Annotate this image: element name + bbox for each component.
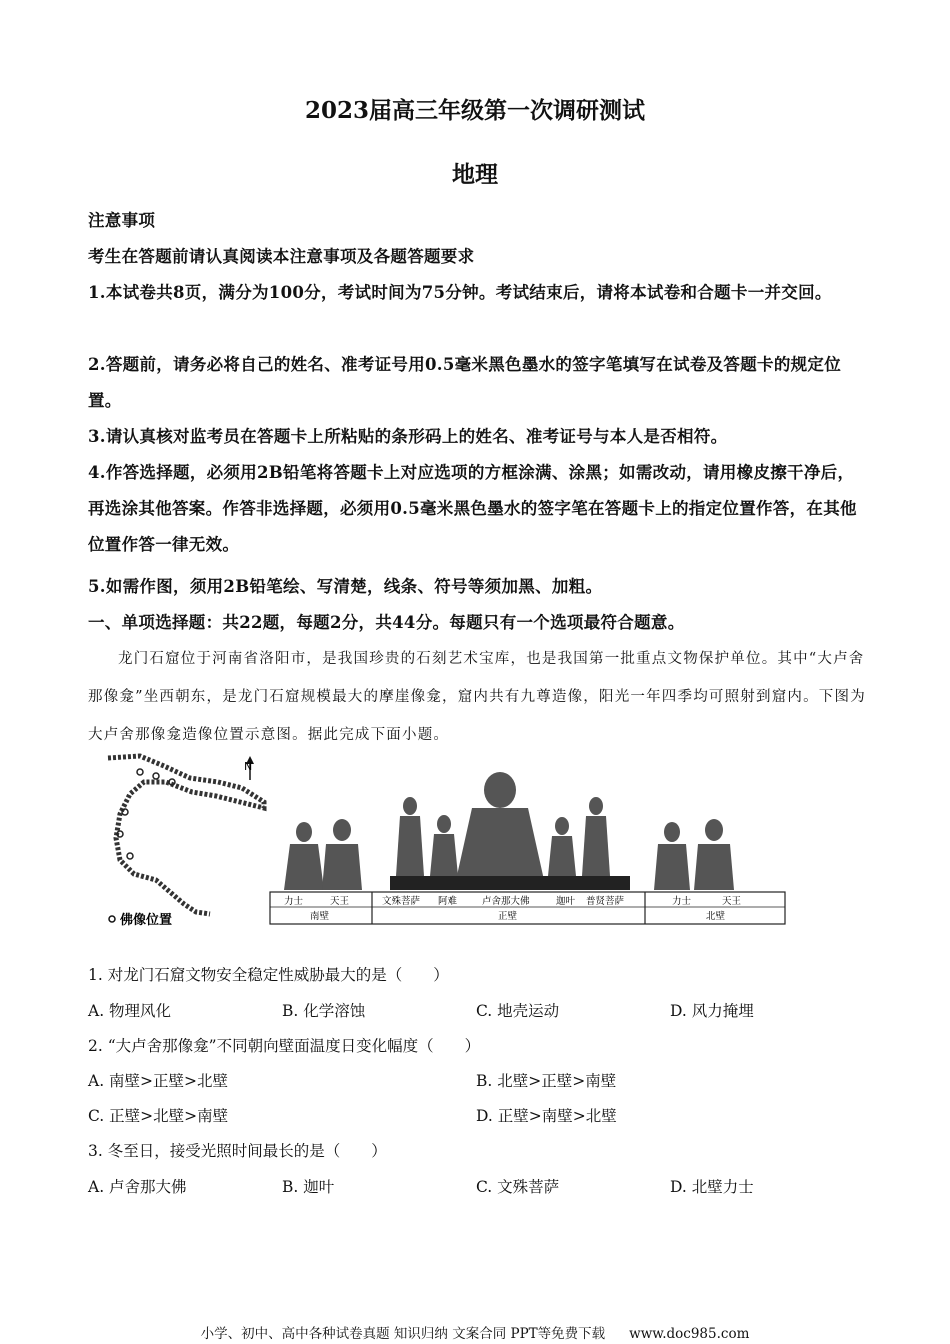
label-anan: 阿难 [438, 896, 458, 907]
exam-title: 2023届高三年级第一次调研测试 [304, 97, 645, 124]
q3-option-a: A. 卢舍那大佛 [88, 1178, 187, 1196]
label-lushena: 卢舍那大佛 [482, 896, 530, 907]
label-main-wall: 正壁 [498, 911, 518, 922]
subject-title: 地理 [452, 161, 498, 188]
grotto-outline-map [108, 756, 264, 928]
notice-item-2: 2.答题前，请务必将自己的姓名、准考证号用0.5毫米黑色墨水的签字笔填写在试卷及答题卡的规定位置。 [88, 355, 842, 410]
q2-option-b: B. 北壁>正壁>南壁 [476, 1072, 617, 1090]
statue-position-figure [100, 752, 790, 934]
north-label: N [244, 760, 253, 773]
notice-intro: 考生在答题前请认真阅读本注意事项及各题答题要求 [88, 247, 475, 266]
label-south-tianwang: 天王 [330, 896, 350, 907]
label-north-tianwang: 天王 [722, 896, 742, 907]
statue-label-table [270, 892, 785, 924]
legend-circle-icon [109, 916, 115, 922]
section-heading: 一、单项选择题：共22题，每题2分，共44分。每题只有一个选项最符合题意。 [88, 613, 685, 632]
statue-north-lishi [654, 822, 690, 890]
notice-item-1: 1.本试卷共8页，满分为100分，考试时间为75分钟。考试结束后，请将本试卷和合题卡一并交回。 [88, 283, 832, 302]
label-south-lishi: 力士 [284, 896, 304, 907]
statue-puxian [582, 797, 610, 876]
q2-option-c: C. 正壁>北壁>南壁 [88, 1107, 229, 1125]
statue-north-tianwang [694, 819, 734, 890]
q3-option-c: C. 文殊菩萨 [476, 1178, 560, 1196]
q1-option-d: D. 风力掩埋 [670, 1002, 754, 1020]
statue-south-lishi [284, 822, 324, 890]
statues-illustration [284, 772, 734, 890]
footer-site-link[interactable]: www.doc985.com [629, 1326, 750, 1342]
page-footer [0, 1322, 950, 1342]
statue-anan [430, 815, 458, 876]
notice-item-4: 4.作答选择题，必须用2B铅笔将答题卡上对应选项的方框涂满、涂黑；如需改动，请用橡皮擦干净后，再选涂其他答案。作答非选择题，必须用0.5毫米黑色墨水的签字笔在答题卡上的指定位置作答，在其他位置作答一律无效。 [88, 463, 857, 554]
label-puxian: 普贤菩萨 [586, 896, 625, 907]
label-jiaye: 迦叶 [556, 896, 576, 907]
question-3-stem: 3. 冬至日，接受光照时间最长的是（ ） [88, 1142, 387, 1160]
q2-option-a: A. 南壁>正壁>北壁 [88, 1072, 229, 1090]
q1-option-b: B. 化学溶蚀 [282, 1002, 366, 1020]
statue-south-tianwang [322, 819, 362, 890]
label-north-lishi: 力士 [672, 896, 692, 907]
notice-item-5: 5.如需作图，须用2B铅笔绘、写清楚，线条、符号等须加黑、加粗。 [88, 577, 603, 596]
label-north-wall: 北壁 [706, 911, 726, 922]
q3-option-b: B. 迦叶 [282, 1178, 335, 1196]
label-wenshu: 文殊菩萨 [382, 896, 421, 907]
footer-text: 小学、初中、高中各种试卷真题 知识归纳 文案合同 PPT等免费下载 [200, 1326, 606, 1342]
notice-heading: 注意事项 [88, 211, 156, 230]
q3-option-d: D. 北壁力士 [670, 1178, 754, 1196]
q1-option-c: C. 地壳运动 [476, 1002, 560, 1020]
statue-wenshu [396, 797, 424, 876]
q2-option-d: D. 正壁>南壁>北壁 [476, 1107, 617, 1125]
legend-label: 佛像位置 [120, 913, 173, 928]
notice-item-3: 3.请认真核对监考员在答题卡上所粘贴的条形码上的姓名、准考证号与本人是否相符。 [88, 427, 728, 446]
q1-option-a: A. 物理风化 [88, 1002, 172, 1020]
passage: 龙门石窟位于河南省洛阳市，是我国珍贵的石刻艺术宝库，也是我国第一批重点文物保护单位。其中“大卢舍那像龛”坐西朝东，是龙门石窟规模最大的摩崖像龛，窟内共有九尊造像，阳光一年四季均可照射到窟内。下图为大卢舍那像龛造像位置示意图。据此完成下面小题。 [88, 651, 866, 743]
question-2-stem: 2. “大卢舍那像龛”不同朝向壁面温度日变化幅度（ ） [88, 1037, 481, 1055]
statue-jiaye [548, 817, 576, 876]
question-1-stem: 1. 对龙门石窟文物安全稳定性威胁最大的是（ ） [88, 966, 449, 984]
label-south-wall: 南壁 [310, 911, 330, 922]
